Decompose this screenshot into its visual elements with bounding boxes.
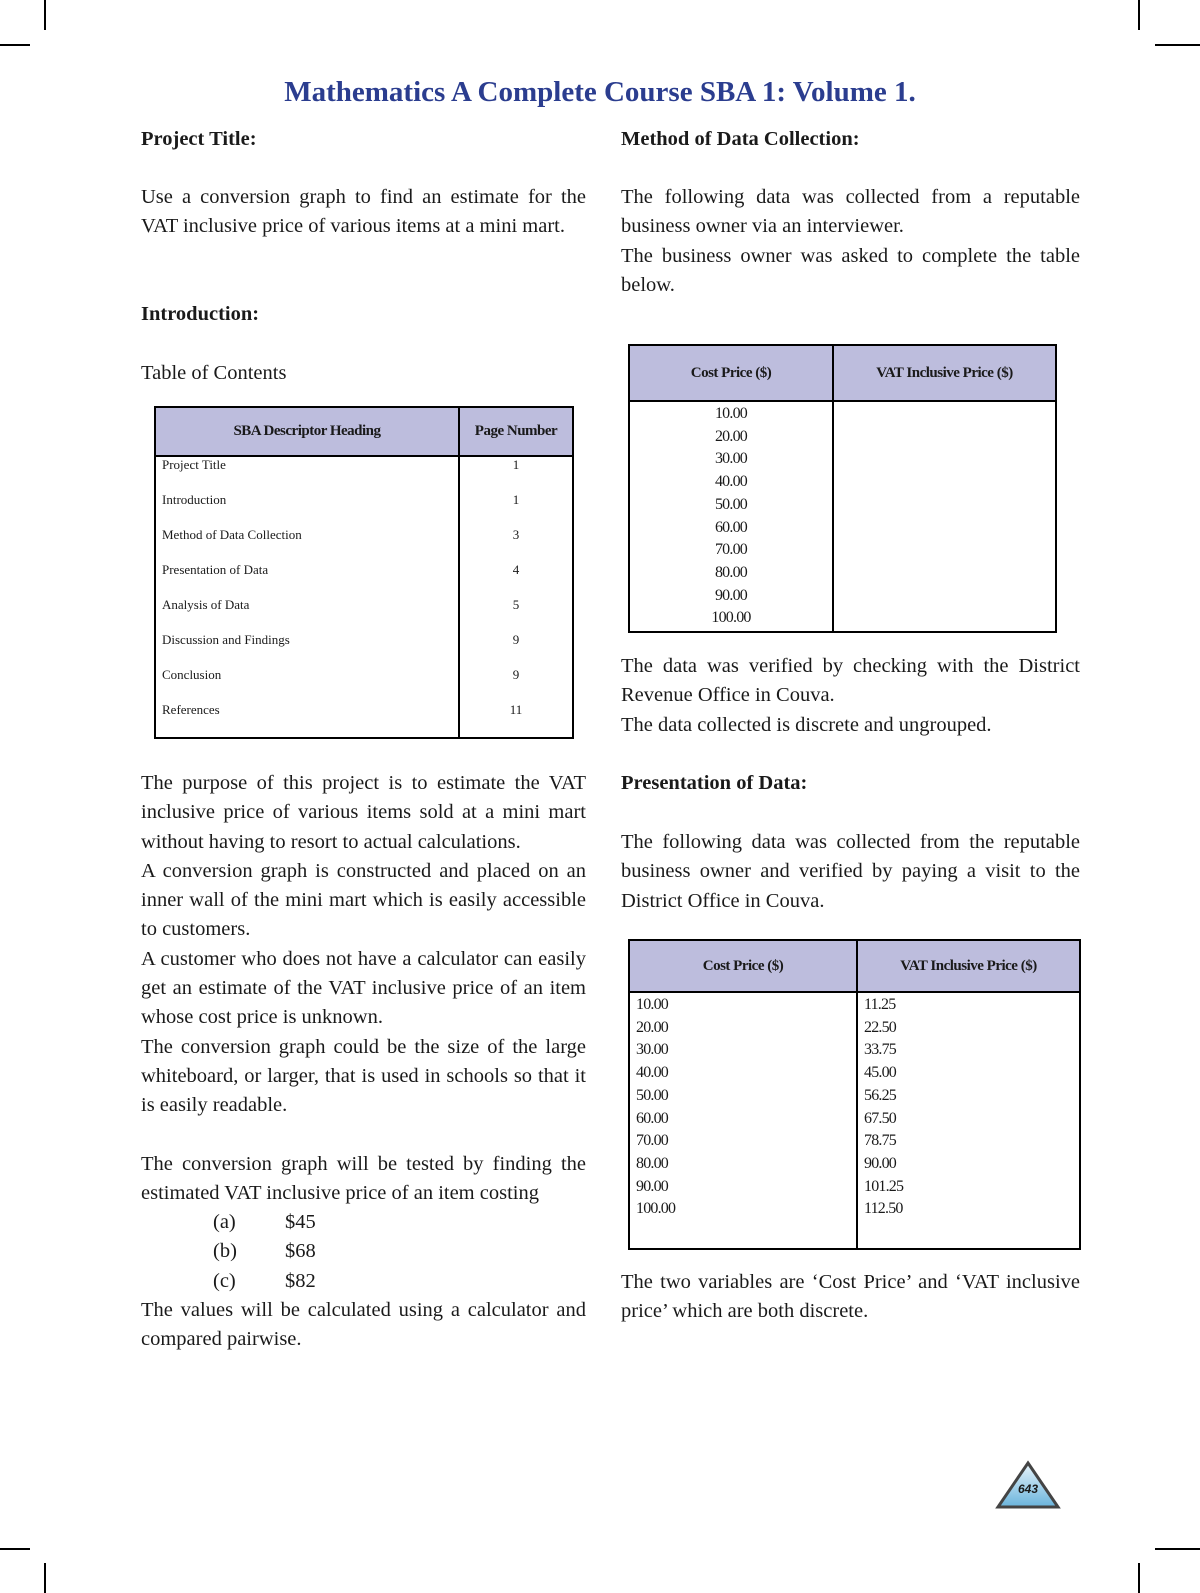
toc-row (155, 632, 573, 667)
toc-header-page: Page Number (459, 407, 573, 456)
test-outro: The values will be calculated using a calculator and compared pairwise. (141, 1299, 586, 1351)
crop-mark (44, 0, 46, 30)
table1-cost-column (629, 401, 833, 632)
toc-row-page: 9 (459, 632, 573, 667)
toc-row (155, 667, 573, 702)
table2-header-cost: Cost Price ($) (629, 940, 857, 992)
page-title: Mathematics A Complete Course SBA 1: Volume 1. (284, 76, 916, 108)
table-cell-value: 20.00 (714, 427, 747, 445)
item-label: (b) (213, 1240, 237, 1263)
table-cell-value: 100.00 (636, 1200, 676, 1218)
table-cell-value: 70.00 (636, 1132, 669, 1150)
discrete-text: The data collected is discrete and ungrouped. (621, 713, 992, 736)
crop-mark (1155, 1548, 1200, 1550)
presentation-text: The following data was collected from the reputable business owner and verified by paying a visit to the District Office in Couva. (621, 831, 1080, 912)
table-cell-value: 80.00 (636, 1154, 669, 1172)
item-label: (c) (213, 1269, 236, 1292)
test-item (141, 1237, 586, 1266)
toc-row (155, 527, 573, 562)
table-cell-value: 80.00 (714, 563, 747, 581)
toc-row-page: 1 (459, 492, 573, 527)
table-cell-value: 90.00 (636, 1177, 669, 1195)
toc-row-heading: Introduction (155, 492, 459, 527)
table-cell-value: 45.00 (864, 1064, 897, 1082)
item-value: $68 (285, 1240, 316, 1263)
variables-text: The two variables are ‘Cost Price’ and ‘VAT inclusive price’ which are both discrete. (621, 1271, 1080, 1323)
crop-mark (0, 1548, 30, 1550)
toc-row (155, 562, 573, 597)
purpose-paragraph: The conversion graph could be the size of the large whiteboard, or larger, that is used in schools so that it is easily readable. (141, 1035, 586, 1117)
toc-row-page: 4 (459, 562, 573, 597)
table-cell-value: 10.00 (714, 405, 747, 422)
crop-mark (44, 1563, 46, 1593)
verification-section (621, 652, 1080, 740)
table-cell-value: 11.25 (864, 996, 896, 1013)
toc-row-page: 11 (459, 702, 573, 738)
item-value: $45 (285, 1211, 316, 1234)
presentation-heading: Presentation of Data: (621, 772, 808, 794)
toc-row-heading: References (155, 702, 459, 738)
toc-row-heading: Analysis of Data (155, 597, 459, 632)
table-cell-value: 101.25 (864, 1177, 904, 1195)
table-cell-value: 100.00 (711, 609, 751, 627)
item-value: $82 (285, 1269, 316, 1292)
toc-row-heading: Discussion and Findings (155, 632, 459, 667)
table-cell-value: 90.00 (864, 1154, 897, 1172)
purpose-paragraph: A customer who does not have a calculator can easily get an estimate of the VAT inclusive price of an item whose cost price is unknown. (141, 947, 586, 1029)
toc-row-page: 1 (459, 456, 573, 492)
table-cell-value: 60.00 (714, 518, 747, 536)
project-title-heading: Project Title: (141, 128, 257, 150)
crop-mark (1138, 1563, 1140, 1593)
toc-row-page: 9 (459, 667, 573, 702)
toc-row (155, 456, 573, 492)
toc-row-page: 5 (459, 597, 573, 632)
table1-header-cost: Cost Price ($) (629, 345, 833, 401)
project-title-text: Use a conversion graph to find an estimate for the VAT inclusive price of various items at a mini mart. (141, 186, 586, 238)
toc-row (155, 597, 573, 632)
table1-header-vat: VAT Inclusive Price ($) (833, 345, 1056, 401)
toc-row-heading: Conclusion (155, 667, 459, 702)
toc-row-heading: Presentation of Data (155, 562, 459, 597)
crop-mark (0, 44, 30, 46)
crop-mark (1155, 44, 1200, 46)
data-table (628, 939, 1081, 1250)
table-cell-value: 30.00 (636, 1041, 669, 1059)
introduction-heading: Introduction: (141, 303, 260, 325)
test-item (141, 1267, 586, 1296)
toc-row-heading: Project Title (155, 456, 459, 492)
table1-vat-column-empty[interactable] (833, 401, 1056, 632)
purpose-paragraph: The purpose of this project is to estimate the VAT inclusive price of various items sold at a mini mart without having to resort to actual calculations. (141, 772, 586, 853)
table2-cost-column (629, 992, 857, 1249)
table2-vat-column (857, 992, 1080, 1249)
method-section (621, 183, 1080, 300)
blank-data-table (628, 344, 1057, 633)
table-cell-value: 50.00 (636, 1086, 669, 1104)
table-cell-value: 70.00 (714, 541, 747, 559)
toc-table (154, 406, 574, 739)
table-cell-value: 60.00 (636, 1109, 669, 1127)
table-cell-value: 30.00 (714, 450, 747, 468)
table-cell-value: 90.00 (714, 586, 747, 604)
toc-row-page: 3 (459, 527, 573, 562)
toc-header-heading: SBA Descriptor Heading (155, 407, 459, 456)
method-heading: Method of Data Collection: (621, 128, 860, 150)
test-intro: The conversion graph will be tested by finding the estimated VAT inclusive price of an item costing (141, 1152, 586, 1204)
table-cell-value: 78.75 (864, 1132, 897, 1150)
method-text-2: The business owner was asked to complete the table below. (621, 244, 1080, 296)
table-cell-value: 56.25 (864, 1086, 897, 1104)
test-item (141, 1208, 586, 1237)
table2-header-vat: VAT Inclusive Price ($) (857, 940, 1080, 992)
table-cell-value: 67.50 (864, 1109, 897, 1127)
page-number-badge (995, 1460, 1061, 1510)
table-cell-value: 40.00 (636, 1064, 669, 1082)
table-cell-value: 22.50 (864, 1018, 897, 1036)
table-cell-value: 10.00 (636, 996, 669, 1013)
table-cell-value: 20.00 (636, 1018, 669, 1036)
verified-text: The data was verified by checking with the District Revenue Office in Couva. (621, 655, 1080, 707)
toc-row (155, 492, 573, 527)
toc-row (155, 702, 573, 738)
table-cell-value: 112.50 (864, 1200, 903, 1218)
table-cell-value: 33.75 (864, 1041, 897, 1059)
purpose-section (141, 769, 586, 1355)
crop-mark (1138, 0, 1140, 30)
toc-row-heading: Method of Data Collection (155, 527, 459, 562)
method-text: The following data was collected from a reputable business owner via an interviewer. (621, 186, 1080, 238)
page-number: 643 (1017, 1482, 1039, 1496)
toc-heading: Table of Contents (141, 362, 287, 384)
test-items-list (141, 1208, 586, 1296)
item-label: (a) (213, 1211, 236, 1234)
table-cell-value: 50.00 (714, 495, 747, 513)
purpose-paragraph: A conversion graph is constructed and placed on an inner wall of the mini mart which is easily accessible to customers. (141, 859, 586, 941)
table-cell-value: 40.00 (714, 473, 747, 491)
